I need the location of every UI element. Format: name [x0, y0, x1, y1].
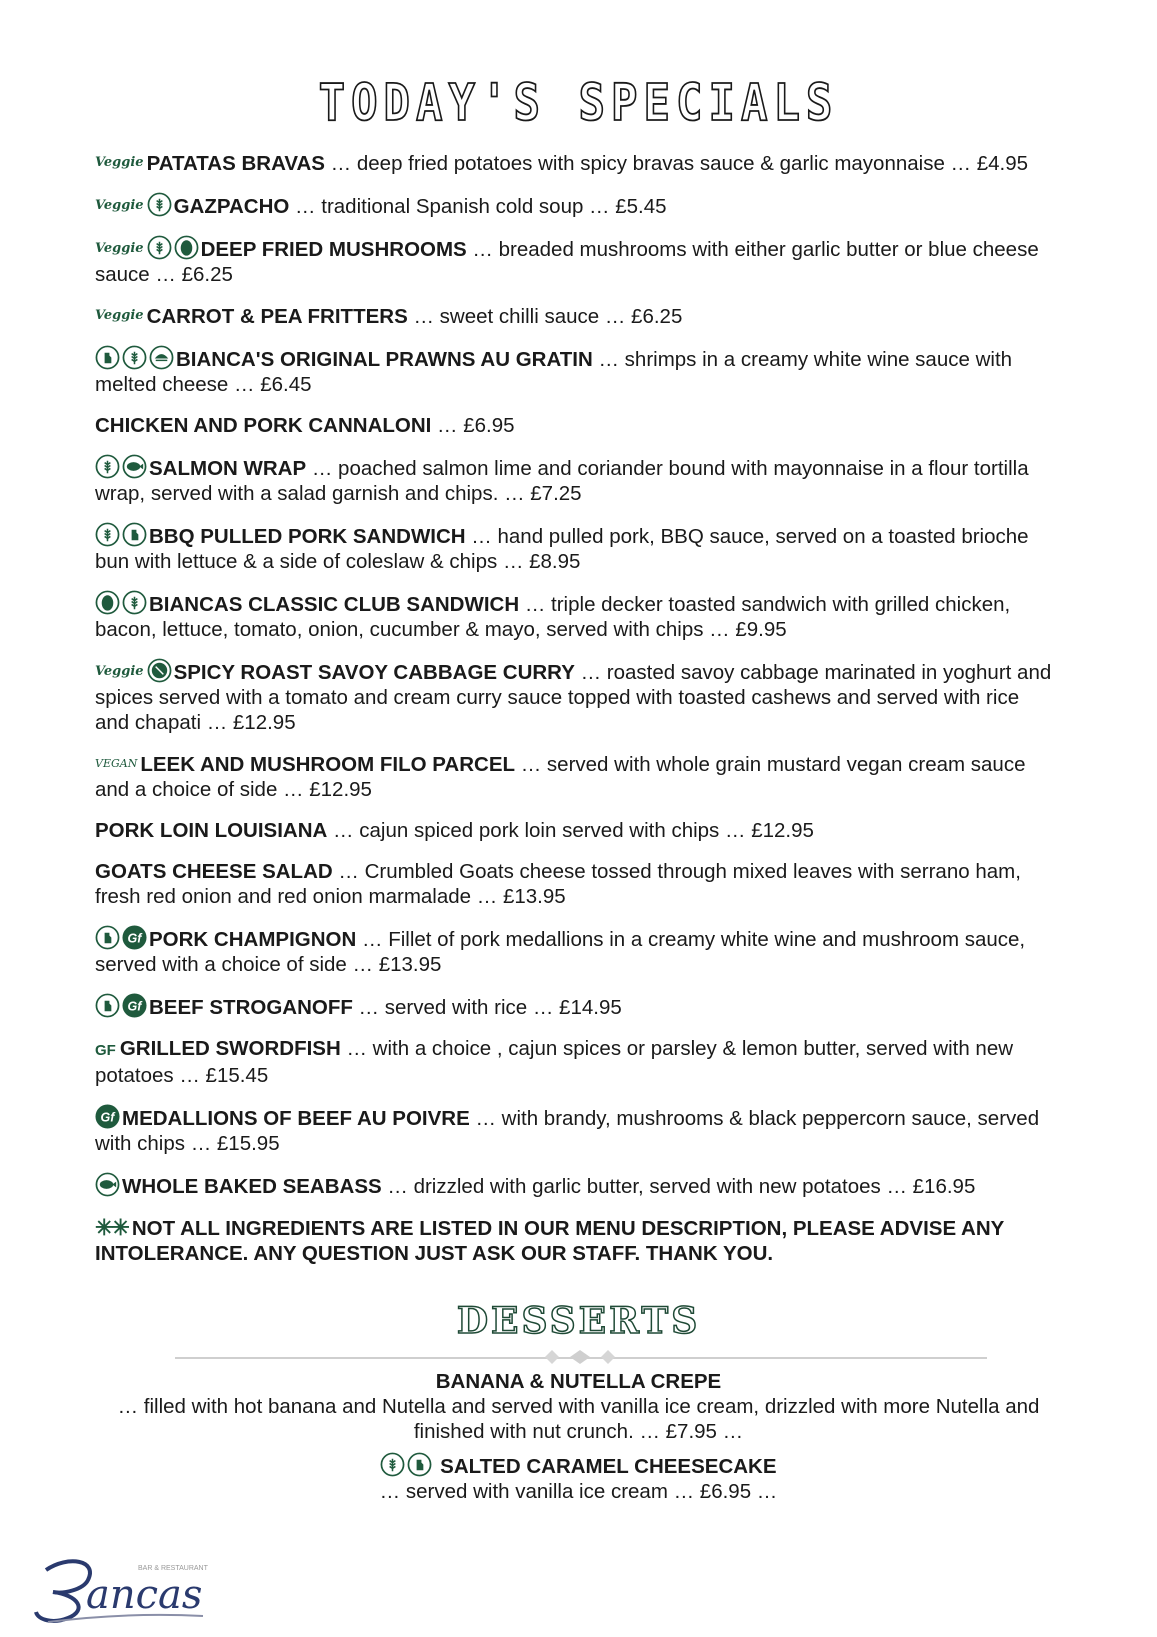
specials-list [95, 150, 1055, 1266]
item-name: GRILLED SWORDFISH [119, 1037, 341, 1060]
milk-icon [122, 522, 147, 547]
egg-icon [174, 235, 199, 260]
vegan-icon: VEGAN [95, 757, 138, 770]
gf-icon [122, 993, 147, 1018]
veggie-icon: Veggie [95, 155, 144, 170]
item-name: DEEP FRIED MUSHROOMS [200, 238, 467, 261]
item-name: GAZPACHO [173, 195, 290, 218]
biancas-logo [28, 1550, 218, 1628]
item-description: … triple decker toasted sandwich with grilled chicken, bacon, lettuce, tomato, onion, cucumber & mayo, served with chips … £9.95 [95, 593, 1011, 641]
item-name: MEDALLIONS OF BEEF AU POIVRE [122, 1107, 470, 1130]
special-item [95, 1104, 1055, 1156]
special-item [95, 658, 1055, 735]
wheat-icon [95, 522, 120, 547]
item-name: BIANCAS CLASSIC CLUB SANDWICH [149, 593, 520, 616]
special-item [95, 522, 1055, 574]
item-description: … shrimps in a creamy white wine sauce with melted cheese … £6.45 [95, 348, 1013, 396]
gf-icon [95, 1104, 120, 1129]
nut-icon [147, 658, 172, 683]
allergen-notice [95, 1215, 1055, 1266]
special-item [95, 925, 1055, 977]
item-description: … Fillet of pork medallions in a creamy white wine and mushroom sauce, served with a choice of side … £13.95 [95, 928, 1026, 976]
special-item [95, 192, 1055, 219]
special-item [95, 150, 1055, 176]
special-item [95, 1172, 1055, 1199]
item-description: … served with whole grain mustard vegan cream sauce and a choice of side … £12.95 [95, 753, 1026, 801]
dessert-name: BANANA & NUTELLA CREPE [435, 1370, 722, 1393]
veggie-icon: Veggie [95, 664, 144, 679]
fish-icon [122, 454, 147, 479]
wheat-icon [122, 590, 147, 615]
milk-icon [407, 1452, 432, 1477]
svg-text:Gf: Gf [100, 1110, 115, 1125]
svg-text:Gf: Gf [127, 931, 142, 946]
item-name: PORK CHAMPIGNON [149, 928, 357, 951]
item-name: CHICKEN AND PORK CANNALONI [95, 414, 432, 437]
wheat-icon [380, 1452, 405, 1477]
dessert-item [110, 1452, 1047, 1504]
dessert-desc: … served with vanilla ice cream … £6.95 … [379, 1480, 778, 1503]
special-item [95, 859, 1055, 909]
veggie-icon: Veggie [95, 241, 144, 256]
special-item [95, 993, 1055, 1020]
wheat-icon [95, 454, 120, 479]
item-description: … served with rice … £14.95 [352, 996, 622, 1019]
svg-text:BAR & RESTAURANT: BAR & RESTAURANT [138, 1565, 208, 1572]
fish-icon [95, 1172, 120, 1197]
item-name: BIANCA'S ORIGINAL PRAWNS AU GRATIN [176, 348, 593, 371]
special-item [95, 590, 1055, 642]
milk-icon [95, 345, 120, 370]
desserts-title: DESSERTS [456, 1300, 701, 1342]
item-name: GOATS CHEESE SALAD [95, 860, 333, 883]
item-name: CARROT & PEA FRITTERS [146, 305, 408, 328]
special-item [95, 751, 1055, 802]
item-description: … with a choice , cajun spices or parsley & lemon butter, served with new potatoes … £15.45 [95, 1037, 1014, 1087]
special-item [95, 454, 1055, 506]
wheat-icon [122, 345, 147, 370]
item-name: SALMON WRAP [149, 457, 307, 480]
item-description: … poached salmon lime and coriander bound with mayonnaise in a flour tortilla wrap, served with a salad garnish and chips. … £7.25 [95, 457, 1029, 505]
veggie-icon: Veggie [95, 198, 144, 213]
item-name: PATATAS BRAVAS [146, 152, 325, 175]
wheat-icon [147, 235, 172, 260]
item-description: … hand pulled pork, BBQ sauce, served on a toasted brioche bun with lettuce & a side of coleslaw & chips … £8.95 [95, 525, 1029, 573]
item-name: SPICY ROAST SAVOY CABBAGE CURRY [173, 661, 575, 684]
item-description: … cajun spiced pork loin served with chips … £12.95 [327, 819, 814, 842]
item-description: … drizzled with garlic butter, served with new potatoes … £16.95 [381, 1175, 976, 1198]
milk-icon [95, 993, 120, 1018]
wheat-icon [147, 192, 172, 217]
page-title: TODAY'S SPECIALS [318, 74, 839, 133]
gf-icon [122, 925, 147, 950]
special-item [95, 235, 1055, 287]
item-name: BBQ PULLED PORK SANDWICH [149, 525, 466, 548]
item-name: WHOLE BAKED SEABASS [122, 1175, 382, 1198]
item-description: … Crumbled Goats cheese tossed through mixed leaves with serrano ham, fresh red onion and red onion marmalade … £13.95 [95, 860, 1021, 908]
item-description: … breaded mushrooms with either garlic butter or blue cheese sauce … £6.25 [95, 238, 1039, 286]
special-item [95, 345, 1055, 397]
item-name: BEEF STROGANOFF [149, 996, 353, 1019]
item-description: … with brandy, mushrooms & black peppercorn sauce, served with chips … £15.95 [95, 1107, 1040, 1155]
gf-icon: GF [95, 1042, 116, 1059]
svg-text:ancas: ancas [86, 1572, 203, 1618]
dessert-name: SALTED CARAMEL CHEESECAKE [440, 1455, 777, 1478]
svg-text:Gf: Gf [127, 999, 142, 1014]
egg-icon [95, 590, 120, 615]
special-item [95, 303, 1055, 329]
special-item [95, 1036, 1055, 1088]
special-item [95, 818, 1055, 843]
special-item [95, 413, 1055, 438]
item-description: … sweet chilli sauce … £6.25 [407, 305, 683, 328]
veggie-icon: Veggie [95, 308, 144, 323]
item-description: … deep fried potatoes with spicy bravas sauce & garlic mayonnaise … £4.95 [324, 152, 1029, 175]
item-name: LEEK AND MUSHROOM FILO PARCEL [140, 753, 516, 776]
notice-text: NOT ALL INGREDIENTS ARE LISTED IN OUR MENU DESCRIPTION, PLEASE ADVISE ANY INTOLERANCE. ANY QUESTION JUST ASK OUR STAFF. THANK YOU. [95, 1217, 1004, 1265]
item-description: … £6.95 [431, 414, 515, 437]
asterisk-icon: ✳✳ [95, 1215, 128, 1240]
item-description: … traditional Spanish cold soup … £5.45 [289, 195, 667, 218]
dessert-desc: … filled with hot banana and Nutella and served with vanilla ice cream, drizzled with more Nutella and finished with nut crunch. … £7.95 … [117, 1395, 1040, 1443]
milk-icon [95, 925, 120, 950]
divider-ornament [545, 1350, 615, 1364]
dessert-item [110, 1369, 1047, 1444]
item-description: … roasted savoy cabbage marinated in yoghurt and spices served with a tomato and cream curry sauce topped with toasted cashews and served with rice and chapati … £12.95 [95, 661, 1052, 734]
item-name: PORK LOIN LOUISIANA [95, 819, 328, 842]
crab-icon [149, 345, 174, 370]
